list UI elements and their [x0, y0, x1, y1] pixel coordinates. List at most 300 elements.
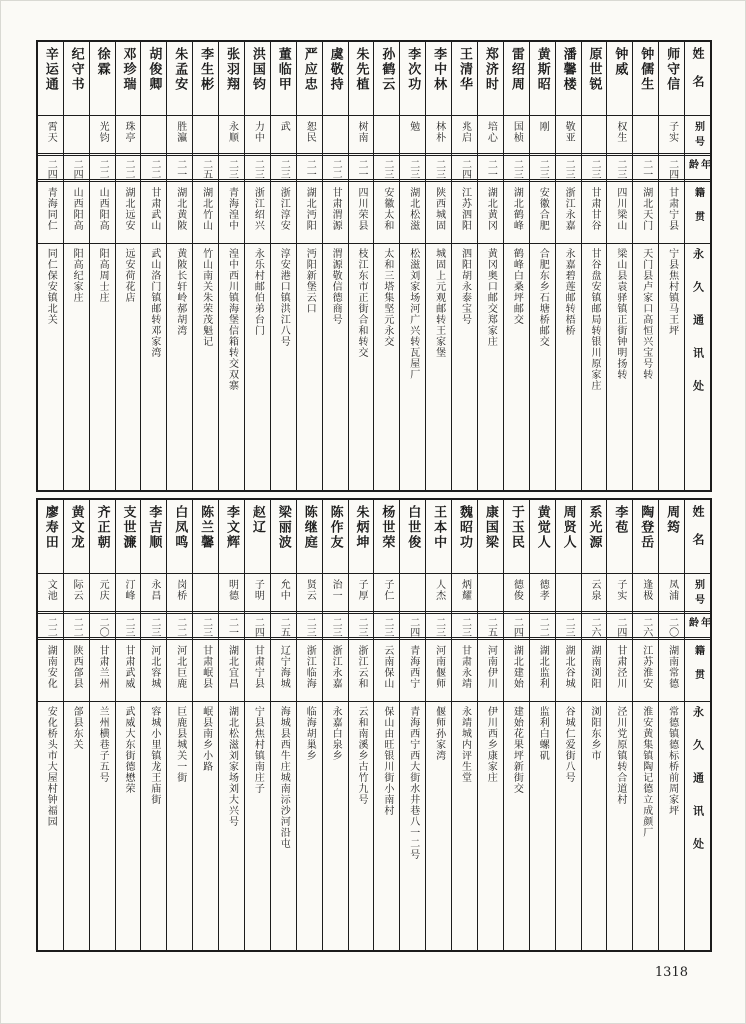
person-addr: 泗阳胡永泰宝号	[459, 248, 471, 325]
person-age-cell	[167, 156, 192, 182]
person-name-cell	[219, 500, 244, 574]
person-addr: 淮安黄集镇陶记德立成颜厂	[640, 706, 652, 838]
person-native: 湖北监利	[537, 645, 549, 689]
person-addr: 泾川党原镇转合道村	[614, 706, 626, 805]
person-addr: 鹤峰白桑坪邮交	[511, 248, 523, 325]
person-alias: 刚	[537, 121, 549, 132]
person-addr: 伊川西乡康家庄	[485, 706, 497, 783]
person-native: 湖北松滋	[407, 187, 419, 231]
person-addr-cell	[349, 702, 374, 950]
person-native-cell	[504, 182, 529, 244]
person-age-cell	[245, 614, 270, 640]
person-alias: 凤浦	[666, 579, 678, 601]
person-name-cell	[297, 42, 322, 116]
person-column	[38, 42, 63, 490]
person-native: 甘肃武山	[148, 187, 160, 231]
person-age: 二三	[511, 159, 523, 179]
person-name-cell	[478, 500, 503, 574]
person-alias-cell	[141, 116, 166, 156]
person-alias-cell	[323, 116, 348, 156]
person-name-cell	[141, 500, 166, 574]
person-alias-cell	[245, 116, 270, 156]
person-native-cell	[141, 640, 166, 702]
person-name: 胡俊卿	[146, 47, 162, 92]
person-column	[89, 42, 115, 490]
person-native: 甘肃宁县	[666, 187, 678, 231]
person-column	[38, 500, 63, 950]
person-name: 邓珍瑞	[120, 47, 136, 92]
person-name: 董临甲	[275, 47, 291, 92]
person-age: 二五	[278, 617, 290, 637]
person-age: 二三	[122, 617, 134, 637]
person-age-cell	[116, 614, 141, 640]
person-native-cell	[478, 182, 503, 244]
person-age-cell	[504, 156, 529, 182]
person-name: 李吉顺	[146, 505, 162, 550]
person-addr-cell	[219, 244, 244, 490]
person-alias-cell	[478, 574, 503, 614]
person-name-cell	[478, 42, 503, 116]
person-age-cell	[607, 614, 632, 640]
person-column	[192, 500, 218, 950]
person-name-cell	[349, 500, 374, 574]
person-alias-cell	[504, 574, 529, 614]
person-addr-cell	[426, 702, 451, 950]
person-name-cell	[452, 500, 477, 574]
person-addr-cell	[633, 244, 658, 490]
person-age-cell	[38, 614, 63, 640]
person-native: 陕西郃县	[71, 645, 83, 689]
person-age: 二四	[614, 617, 626, 637]
person-addr: 偃师孙家湾	[433, 706, 445, 761]
person-alias: 人杰	[433, 579, 445, 601]
person-age: 二三	[407, 159, 419, 179]
person-native: 陕西城固	[433, 187, 445, 231]
person-age-cell	[245, 156, 270, 182]
person-column	[529, 500, 555, 950]
person-native: 甘肃岷县	[200, 645, 212, 689]
person-addr-cell	[452, 244, 477, 490]
person-native: 湖南安化	[45, 645, 57, 689]
person-alias-cell	[452, 574, 477, 614]
person-alias: 子实	[614, 579, 626, 601]
person-addr-cell	[167, 702, 192, 950]
person-alias-cell	[271, 116, 296, 156]
person-native-cell	[141, 182, 166, 244]
directory-table-top	[36, 40, 712, 492]
person-native-cell	[504, 640, 529, 702]
person-addr-cell	[193, 244, 218, 490]
person-age: 二二	[174, 617, 186, 637]
person-native-cell	[607, 640, 632, 702]
header-native-label-cell	[685, 640, 710, 702]
person-native: 甘肃武威	[122, 645, 134, 689]
person-alias: 霄天	[45, 121, 57, 143]
person-addr-cell	[504, 702, 529, 950]
person-age: 二四	[71, 159, 83, 179]
person-addr: 竹山南关朱荣茂魁记	[200, 248, 212, 347]
person-alias-cell	[607, 116, 632, 156]
person-addr: 安化桥头市大屋村钟福园	[45, 706, 57, 827]
person-age-cell	[271, 614, 296, 640]
person-age-cell	[297, 614, 322, 640]
person-addr: 巨鹿县城关一街	[174, 706, 186, 783]
person-name: 原世锐	[586, 47, 602, 92]
person-alias-cell	[478, 116, 503, 156]
person-native-cell	[633, 182, 658, 244]
person-name: 王本中	[431, 505, 447, 550]
person-alias: 云泉	[588, 579, 600, 601]
person-native-cell	[297, 640, 322, 702]
person-alias: 元庆	[97, 579, 109, 601]
person-name-cell	[530, 42, 555, 116]
person-addr-cell	[116, 244, 141, 490]
person-native: 云南保山	[381, 645, 393, 689]
person-alias-cell	[141, 574, 166, 614]
person-age: 二一	[355, 159, 367, 179]
person-column	[529, 42, 555, 490]
person-addr: 城固上元观邮转王家堡	[433, 248, 445, 358]
person-native-cell	[90, 182, 115, 244]
person-addr-cell	[245, 702, 270, 950]
person-name: 洪国钧	[249, 47, 265, 92]
person-name-cell	[607, 500, 632, 574]
person-name: 白世俊	[405, 505, 421, 550]
person-column	[89, 500, 115, 950]
person-addr-cell	[271, 244, 296, 490]
person-alias: 文池	[45, 579, 57, 601]
person-native-cell	[90, 640, 115, 702]
person-native-cell	[374, 182, 399, 244]
person-name: 周贤人	[560, 505, 576, 550]
person-name: 潘馨楼	[560, 47, 576, 92]
person-column	[451, 500, 477, 950]
person-age: 二五	[200, 159, 212, 179]
person-addr-cell	[297, 702, 322, 950]
person-name: 白凤鸣	[172, 505, 188, 550]
person-alias-cell	[374, 574, 399, 614]
person-name: 李苞	[612, 505, 628, 535]
person-alias: 恕民	[304, 121, 316, 143]
person-name: 周筠	[664, 505, 680, 535]
person-name-cell	[141, 42, 166, 116]
person-column	[166, 500, 192, 950]
person-column	[218, 500, 244, 950]
person-addr: 岷县南乡小路	[200, 706, 212, 772]
person-column	[140, 500, 166, 950]
person-name-cell	[193, 42, 218, 116]
person-native-cell	[633, 640, 658, 702]
person-name-cell	[582, 500, 607, 574]
person-age: 二六	[640, 617, 652, 637]
person-name-cell	[633, 42, 658, 116]
person-addr-cell	[141, 244, 166, 490]
person-addr: 永靖城内评生堂	[459, 706, 471, 783]
person-age: 二三	[433, 159, 445, 179]
person-native: 湖北宜昌	[226, 645, 238, 689]
person-alias-cell	[400, 116, 425, 156]
person-name-cell	[64, 42, 89, 116]
person-native-cell	[556, 640, 581, 702]
person-native-cell	[659, 640, 684, 702]
person-age-cell	[400, 156, 425, 182]
person-column	[218, 42, 244, 490]
person-addr: 天门县卢家口高恒兴宝号转	[640, 248, 652, 380]
person-addr: 阳高周士庄	[97, 248, 109, 303]
person-name-cell	[426, 500, 451, 574]
person-addr: 湟中西川镇海堡信箱转交双寨	[226, 248, 238, 391]
person-age: 二三	[614, 159, 626, 179]
person-alias: 培心	[485, 121, 497, 143]
person-alias-cell	[659, 574, 684, 614]
person-alias-cell	[556, 574, 581, 614]
person-name: 朱先植	[353, 47, 369, 92]
person-age: 二二	[537, 617, 549, 637]
person-age-cell	[64, 614, 89, 640]
person-native: 甘肃宁县	[252, 645, 264, 689]
person-addr: 湖北松滋刘家场刘大兴号	[226, 706, 238, 827]
person-name-cell	[38, 42, 63, 116]
person-native-cell	[426, 640, 451, 702]
person-alias-cell	[452, 116, 477, 156]
person-age: 二三	[588, 159, 600, 179]
person-age-cell	[504, 614, 529, 640]
person-addr: 合肥东乡石塘桥邮交	[537, 248, 549, 347]
header-addr-label: 永久通讯处	[691, 248, 705, 413]
person-age: 二三	[304, 617, 316, 637]
person-addr-cell	[582, 244, 607, 490]
person-age-cell	[297, 156, 322, 182]
person-addr-cell	[633, 702, 658, 950]
person-addr: 淳安港口镇洪江八号	[278, 248, 290, 347]
person-column	[503, 500, 529, 950]
person-column	[373, 500, 399, 950]
person-name: 雷绍周	[508, 47, 524, 92]
person-age: 二四	[666, 159, 678, 179]
header-alias-label: 别号	[692, 579, 704, 609]
person-age-cell	[64, 156, 89, 182]
person-name: 黄斯昭	[534, 47, 550, 92]
person-name: 虞敬持	[327, 47, 343, 92]
person-addr: 同仁保安镇北关	[45, 248, 57, 325]
person-age-cell	[374, 614, 399, 640]
person-name: 梁丽波	[275, 505, 291, 550]
person-native: 湖南浏阳	[588, 645, 600, 689]
person-alias-cell	[64, 116, 89, 156]
person-column	[115, 42, 141, 490]
person-native-cell	[271, 182, 296, 244]
person-native: 青海西宁	[407, 645, 419, 689]
person-name: 康国梁	[482, 505, 498, 550]
person-column	[425, 42, 451, 490]
person-name: 陈兰馨	[198, 505, 214, 550]
person-age-cell	[323, 156, 348, 182]
person-addr-cell	[452, 702, 477, 950]
person-column	[451, 42, 477, 490]
person-addr-cell	[323, 702, 348, 950]
person-addr: 兰州横巷子五号	[97, 706, 109, 783]
person-age-cell	[141, 156, 166, 182]
person-alias-cell	[400, 574, 425, 614]
person-native: 山西阳高	[97, 187, 109, 231]
person-addr: 谷城仁爱街八号	[563, 706, 575, 783]
person-age: 二二	[330, 159, 342, 179]
person-native: 湖北黄陂	[174, 187, 186, 231]
person-column	[63, 42, 89, 490]
person-addr-cell	[167, 244, 192, 490]
person-age: 二二	[97, 159, 109, 179]
person-native: 湖北沔阳	[304, 187, 316, 231]
person-age-cell	[556, 156, 581, 182]
person-native-cell	[582, 640, 607, 702]
person-age: 二三	[537, 159, 549, 179]
person-name-cell	[116, 500, 141, 574]
person-native-cell	[167, 182, 192, 244]
person-age-cell	[219, 614, 244, 640]
person-addr-cell	[478, 702, 503, 950]
person-age: 二六	[588, 617, 600, 637]
person-addr-cell	[556, 244, 581, 490]
person-addr-cell	[271, 702, 296, 950]
person-name: 支世濂	[120, 505, 136, 550]
person-alias-cell	[64, 574, 89, 614]
person-native-cell	[116, 640, 141, 702]
person-alias-cell	[245, 574, 270, 614]
person-native: 湖北天门	[640, 187, 652, 231]
person-age: 二三	[563, 617, 575, 637]
person-name-cell	[349, 42, 374, 116]
person-name: 徐霖	[94, 47, 110, 77]
person-addr-cell	[530, 702, 555, 950]
person-name: 李生彬	[198, 47, 214, 92]
person-age-cell	[167, 614, 192, 640]
person-age: 二三	[226, 159, 238, 179]
person-addr-cell	[141, 702, 166, 950]
person-column	[606, 42, 632, 490]
person-native-cell	[193, 640, 218, 702]
person-alias: 子实	[666, 121, 678, 143]
person-age-cell	[38, 156, 63, 182]
person-alias: 珠亭	[122, 121, 134, 143]
person-alias: 治一	[330, 579, 342, 601]
person-name-cell	[659, 500, 684, 574]
person-addr: 建始花果坪新街交	[511, 706, 523, 794]
person-native: 四川荣县	[355, 187, 367, 231]
person-alias-cell	[426, 574, 451, 614]
person-name-cell	[219, 42, 244, 116]
person-column	[555, 500, 581, 950]
person-native: 青海同仁	[45, 187, 57, 231]
person-name-cell	[167, 42, 192, 116]
person-name: 王清华	[457, 47, 473, 92]
person-name: 系光源	[586, 505, 602, 550]
person-addr: 黄冈奥口邮交郑家庄	[485, 248, 497, 347]
person-addr-cell	[374, 244, 399, 490]
person-addr: 监利白螺矶	[537, 706, 549, 761]
person-name: 钟儒生	[638, 47, 654, 92]
person-addr-cell	[323, 244, 348, 490]
person-name: 陶登岳	[638, 505, 654, 550]
person-age-cell	[116, 156, 141, 182]
person-name-cell	[400, 42, 425, 116]
person-age-cell	[607, 156, 632, 182]
person-native-cell	[219, 640, 244, 702]
person-addr: 太和三塔集坚元永交	[381, 248, 393, 347]
person-addr: 武山洛门镇邮转邓家湾	[148, 248, 160, 358]
person-native-cell	[193, 182, 218, 244]
person-age: 二四	[45, 159, 57, 179]
person-name: 辛运通	[42, 47, 58, 92]
person-alias-cell	[633, 116, 658, 156]
person-native-cell	[323, 640, 348, 702]
person-addr: 永嘉碧莲邮转梧桥	[563, 248, 575, 336]
person-age-cell	[582, 156, 607, 182]
person-name-cell	[245, 500, 270, 574]
person-age: 二二	[45, 617, 57, 637]
person-addr-cell	[90, 244, 115, 490]
header-age-label: 年龄	[686, 159, 710, 170]
person-name-cell	[504, 500, 529, 574]
person-age: 二〇	[666, 617, 678, 637]
person-native: 河北容城	[148, 645, 160, 689]
person-alias: 子厚	[355, 579, 367, 601]
person-age-cell	[452, 614, 477, 640]
header-column	[684, 500, 710, 950]
person-addr: 武威大东街德懋荣	[122, 706, 134, 794]
person-name: 李次功	[405, 47, 421, 92]
person-alias: 力中	[252, 121, 264, 143]
person-name-cell	[556, 42, 581, 116]
person-name-cell	[245, 42, 270, 116]
person-addr: 松滋刘家场河广兴转瓦屋厂	[407, 248, 419, 380]
person-native: 河南偃师	[433, 645, 445, 689]
person-alias-cell	[271, 574, 296, 614]
person-native: 河南伊川	[485, 645, 497, 689]
person-native-cell	[400, 182, 425, 244]
person-native: 甘肃永靖	[459, 645, 471, 689]
person-alias-cell	[193, 574, 218, 614]
person-native-cell	[400, 640, 425, 702]
header-alias-label: 别号	[692, 121, 704, 151]
header-native-label: 籍贯	[692, 187, 704, 235]
person-native-cell	[245, 182, 270, 244]
person-column	[244, 500, 270, 950]
header-addr-label: 永久通讯处	[691, 706, 705, 871]
person-name-cell	[659, 42, 684, 116]
person-native: 浙江临海	[304, 645, 316, 689]
person-column	[581, 42, 607, 490]
person-native: 湖南常德	[666, 645, 678, 689]
person-alias-cell	[38, 574, 63, 614]
person-name: 杨世荣	[379, 505, 395, 550]
person-age-cell	[426, 156, 451, 182]
person-native: 湖北远安	[122, 187, 134, 231]
person-name-cell	[607, 42, 632, 116]
person-age-cell	[452, 156, 477, 182]
person-alias-cell	[116, 574, 141, 614]
person-alias-cell	[323, 574, 348, 614]
person-addr-cell	[116, 702, 141, 950]
person-age: 二四	[511, 617, 523, 637]
person-addr-cell	[38, 244, 63, 490]
person-age: 二三	[278, 159, 290, 179]
person-age: 二三	[563, 159, 575, 179]
person-addr: 沔阳新堡云口	[304, 248, 316, 314]
person-alias-cell	[374, 116, 399, 156]
person-addr: 浏阳东乡市	[588, 706, 600, 761]
person-alias: 岗桥	[174, 579, 186, 601]
person-alias: 贤云	[304, 579, 316, 601]
